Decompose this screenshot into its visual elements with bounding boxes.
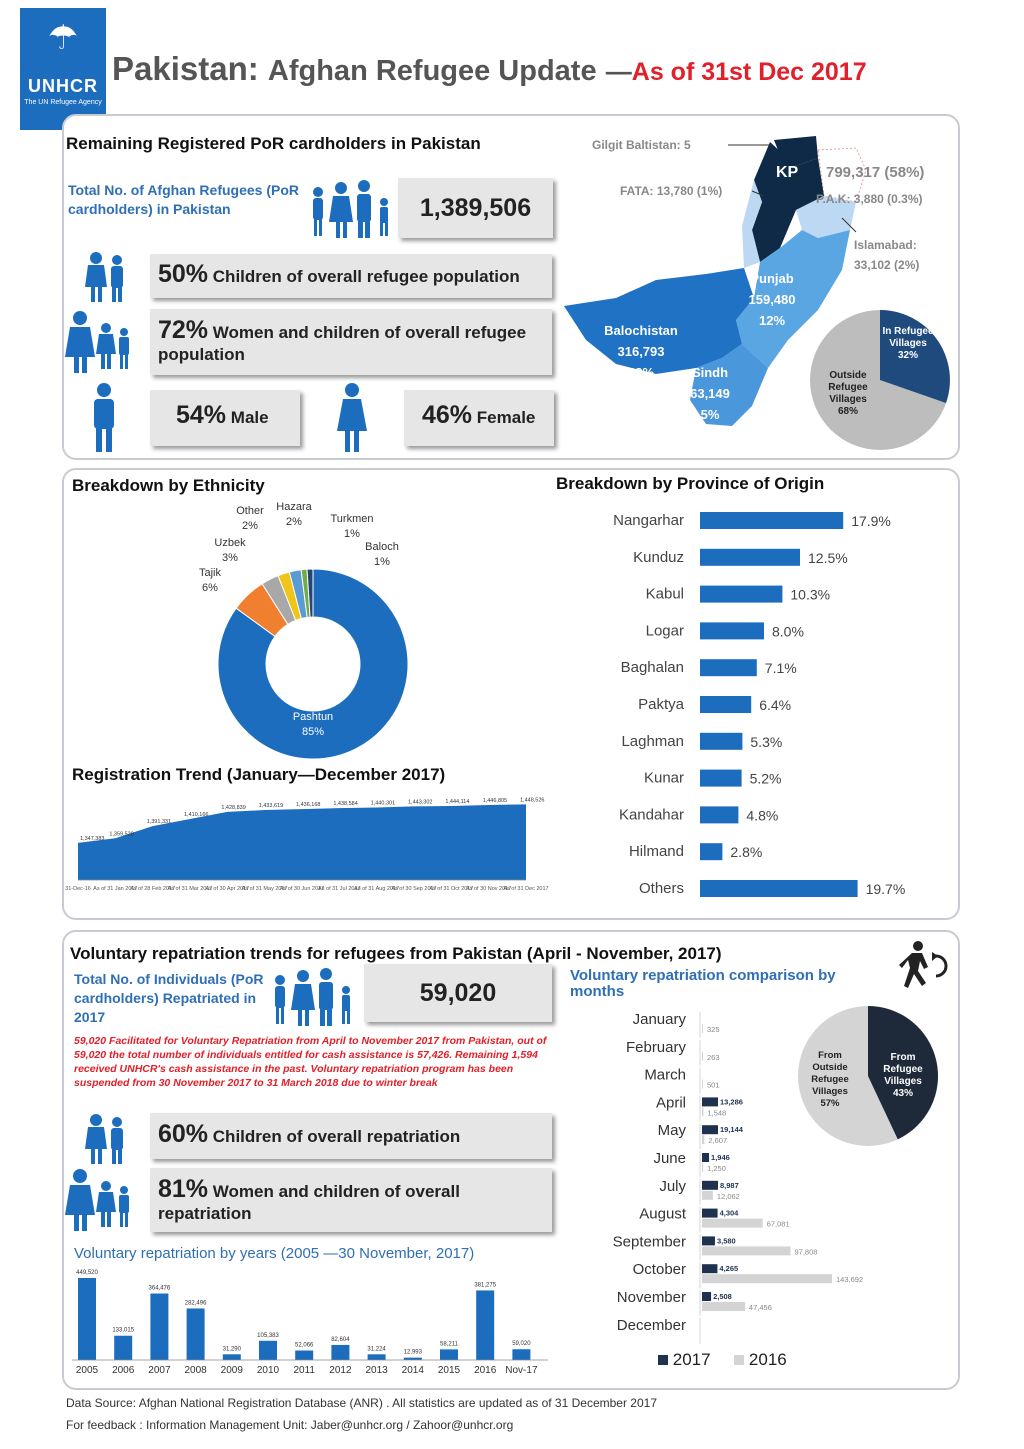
province-bar-hilmand <box>700 843 722 860</box>
male-pct: 54% <box>176 401 227 429</box>
month-value-2016-april: 1,548 <box>707 1108 727 1118</box>
ethnicity-section-title: Breakdown by Ethnicity <box>72 476 265 495</box>
ethnicity-pct-hazara: 2% <box>286 516 302 528</box>
year-value-2010: 105,383 <box>257 1332 279 1339</box>
month-value-2016-july: 12,062 <box>716 1191 740 1201</box>
province-bar-kabul <box>700 586 782 603</box>
monthly-chart-title: Voluntary repatriation comparison by months <box>570 967 836 1000</box>
year-value-2007: 364,476 <box>148 1285 171 1292</box>
year-value-2005: 449,520 <box>76 1270 98 1276</box>
years-bar-chart <box>68 1266 554 1384</box>
province-bar-baghalan <box>700 659 757 676</box>
month-value-2016-february: 263 <box>707 1052 720 1062</box>
female-pct: 46% <box>422 401 473 429</box>
trend-x-label: As of 28 Feb 2017 <box>130 886 176 892</box>
ethnicity-label-baloch: Baloch <box>365 541 399 553</box>
month-label-may: May <box>657 1122 686 1140</box>
year-label-2011: 2011 <box>293 1365 315 1376</box>
logo-name: UNHCR <box>28 76 98 96</box>
repat-total-label: Total No. of Individuals (PoR cardholders) Repatriated in 2017 <box>74 971 264 1025</box>
year-label-Nov-17: Nov-17 <box>505 1365 538 1376</box>
villages-in-pct: 32% <box>897 350 918 361</box>
ethnicity-label-pashtun: Pashtun <box>292 711 334 723</box>
trend-value-label: 1,347,383 <box>80 835 105 842</box>
legend-2017-swatch <box>658 1355 668 1365</box>
trend-value-label: 1,438,584 <box>333 801 358 808</box>
year-label-2009: 2009 <box>220 1365 243 1376</box>
trend-x-label: As of 30 Sep 2017 <box>391 886 437 892</box>
title-main: Afghan Refugee Update <box>267 55 597 87</box>
month-label-september: September <box>612 1233 686 1251</box>
monthly-legend <box>658 1350 787 1370</box>
balochistan-value: 316,793 <box>617 344 665 359</box>
repat-pie-in-pct: 43% <box>892 1088 913 1099</box>
year-value-2009: 31,290 <box>222 1346 241 1353</box>
ethnicity-label-uzbek: Uzbek <box>214 537 246 549</box>
month-value-2016-march: 501 <box>707 1080 720 1090</box>
villages-out-label <box>818 370 878 418</box>
province-value-logar: 8.0% <box>772 623 804 640</box>
month-label-june: June <box>653 1150 686 1167</box>
ethnicity-pct-other: 2% <box>242 520 258 532</box>
month-bar-2016-april <box>702 1107 703 1116</box>
trend-value-label: 1,440,301 <box>370 800 396 807</box>
map-gilgit-label: Gilgit Baltistan: 5 <box>592 138 691 152</box>
month-value-2017-may: 19,144 <box>720 1125 743 1135</box>
year-value-Nov-17: 59,020 <box>512 1341 531 1348</box>
month-label-november: November <box>616 1289 686 1306</box>
month-label-april: April <box>655 1094 686 1112</box>
ethnicity-donut-chart <box>170 498 430 760</box>
province-value-kunar: 5.2% <box>749 770 782 787</box>
villages-out-pct: 68% <box>837 406 858 417</box>
female-stat <box>404 390 554 446</box>
trend-x-label: As of 30 Apr 2017 <box>205 886 250 892</box>
map-kp-value: 799,317 (58%) <box>826 164 925 181</box>
year-label-2006: 2006 <box>112 1365 135 1376</box>
province-bar-paktya <box>700 696 751 713</box>
year-value-2012: 82,604 <box>331 1336 350 1343</box>
month-value-2016-october: 143,692 <box>836 1275 864 1285</box>
trend-x-label: As of 30 Nov 2017 <box>466 886 512 892</box>
repat-pie-out-label <box>804 1050 856 1110</box>
map-kp-name: KP <box>776 164 799 181</box>
month-label-july: July <box>659 1177 686 1195</box>
year-bar-2013 <box>368 1354 386 1360</box>
year-value-2008: 282,496 <box>184 1300 207 1307</box>
trend-area-chart <box>65 792 554 910</box>
repat-family-icon <box>268 966 356 1028</box>
province-label-kunar: Kunar <box>643 769 684 787</box>
trend-value-label: 1,436,168 <box>296 802 321 809</box>
year-label-2016: 2016 <box>474 1365 497 1376</box>
logo-tagline: The UN Refugee Agency <box>24 99 102 106</box>
year-bar-2009 <box>223 1354 241 1360</box>
month-bar-2016-march <box>702 1080 703 1089</box>
year-label-2012: 2012 <box>329 1365 352 1376</box>
month-bar-2016-may <box>702 1135 704 1144</box>
month-bar-2017-august <box>702 1209 718 1218</box>
trend-value-label: 1,444,114 <box>445 799 470 806</box>
month-value-2016-august: 67,081 <box>766 1219 790 1229</box>
month-value-2016-november: 47,456 <box>748 1303 772 1312</box>
ethnicity-pct-turkmen: 1% <box>344 528 360 540</box>
title-dash: — <box>605 56 632 86</box>
year-bar-2007 <box>150 1294 168 1360</box>
total-refugees-value: 1,389,506 <box>398 178 553 238</box>
trend-x-label: As of 31 May 2017 <box>241 886 288 892</box>
year-label-2013: 2013 <box>365 1365 388 1376</box>
repat-children-text: Children of overall repatriation <box>212 1127 461 1146</box>
villages-in-text: In Refugee Villages <box>882 326 934 349</box>
month-value-2017-july: 8,987 <box>720 1180 739 1190</box>
women-children-text: Women and children of overall refugee population <box>158 323 527 364</box>
walking-return-icon <box>896 938 956 994</box>
trend-x-label: As of 31 Mar 2017 <box>167 886 213 892</box>
ethnicity-label-tajik: Tajik <box>198 567 222 579</box>
trend-value-label: 1,410,166 <box>184 811 209 818</box>
province-value-kandahar: 4.8% <box>746 807 779 824</box>
legend-2017-label: 2017 <box>672 1350 711 1369</box>
trend-x-label: 31-Dec-16 <box>65 886 91 892</box>
map-pak-label: P.A.K: 3,880 (0.3%) <box>816 192 923 206</box>
villages-in-label <box>880 326 936 362</box>
province-bar-chart <box>560 500 940 910</box>
province-bar-laghman <box>700 733 742 750</box>
province-value-nangarhar: 17.9% <box>851 513 891 529</box>
repat-women-children-stat <box>150 1168 552 1232</box>
punjab-value: 159,480 <box>748 292 796 307</box>
year-value-2013: 31,224 <box>367 1346 386 1353</box>
trend-x-label: As of 31 Dec 2017 <box>503 886 549 892</box>
year-bar-2008 <box>187 1308 205 1360</box>
month-bar-2016-august <box>702 1219 763 1228</box>
year-label-2010: 2010 <box>256 1365 280 1376</box>
map-islamabad-label <box>854 235 919 275</box>
trend-value-label: 1,448,526 <box>520 797 545 804</box>
month-label-august: August <box>639 1205 686 1223</box>
province-bar-kunduz <box>700 549 800 566</box>
trend-value-label: 1,428,839 <box>221 804 246 811</box>
ethnicity-pct-tajik: 6% <box>202 582 218 594</box>
year-value-2015: 58,211 <box>440 1341 458 1348</box>
province-value-kunduz: 12.5% <box>808 549 848 566</box>
unhcr-logo <box>20 8 106 130</box>
map-fata-label: FATA: 13,780 (1%) <box>620 184 723 198</box>
punjab-name: Punjab <box>750 271 794 286</box>
trend-value-label: 1,443,302 <box>408 799 433 806</box>
year-bar-2010 <box>259 1341 277 1360</box>
province-label-nangarhar: Nangarhar <box>613 512 684 529</box>
trend-value-label: 1,391,331 <box>146 819 172 826</box>
province-label-logar: Logar <box>645 622 684 640</box>
map-sindh-label <box>682 362 738 425</box>
title-country: Pakistan: <box>112 50 259 87</box>
trend-value-label: 1,433,619 <box>258 803 284 810</box>
province-label-others: Others <box>638 880 684 897</box>
month-bar-2016-september <box>702 1246 790 1255</box>
province-value-laghman: 5.3% <box>750 733 783 750</box>
year-value-2016: 381,275 <box>474 1282 497 1289</box>
footer-source: Data Source: Afghan National Registration Database (ANR) . All statistics are updated as of 31 December 2017 <box>66 1396 657 1410</box>
male-text: Male <box>230 408 269 427</box>
province-value-others: 19.7% <box>865 881 906 897</box>
province-label-kandahar: Kandahar <box>618 806 684 824</box>
repat-pie-in-label <box>878 1052 928 1100</box>
ethnicity-pct-pashtun: 85% <box>301 726 325 738</box>
trend-value-label: 1,446,805 <box>482 798 508 805</box>
villages-out-text: Outside Refugee Villages <box>828 370 868 405</box>
month-label-january: January <box>632 1011 686 1028</box>
month-label-february: February <box>625 1038 686 1056</box>
month-bar-2017-may <box>702 1125 718 1134</box>
month-bar-2017-september <box>702 1236 715 1245</box>
repat-women-children-pct: 81% <box>158 1175 209 1203</box>
province-value-hilmand: 2.8% <box>730 844 763 861</box>
trend-x-label: As of 31 Jan 2017 <box>93 886 138 892</box>
province-bar-logar <box>700 622 764 639</box>
repat-pie-out-text: From Outside Refugee Villages <box>811 1050 849 1097</box>
province-label-laghman: Laghman <box>621 732 684 750</box>
trend-x-label: As of 30 Jun 2017 <box>279 886 325 892</box>
year-value-2006: 133,015 <box>112 1327 135 1334</box>
month-value-2016-january: 325 <box>707 1025 720 1034</box>
month-bar-2017-april <box>702 1097 718 1106</box>
trend-value-label: 1,359,528 <box>109 831 134 838</box>
province-label-kabul: Kabul <box>645 585 684 603</box>
title-date: As of 31st Dec 2017 <box>631 58 867 86</box>
trend-x-label: As of 31 Jul 2017 <box>318 886 361 892</box>
year-bar-2016 <box>476 1290 494 1360</box>
male-icon <box>86 382 122 454</box>
province-bar-kunar <box>700 770 742 787</box>
month-label-october: October <box>632 1261 686 1279</box>
month-value-2017-november: 2,508 <box>713 1292 732 1301</box>
map-balochistan-label <box>596 320 686 383</box>
year-bar-2012 <box>331 1345 349 1360</box>
repat-note: 59,020 Facilitated for Voluntary Repatriation from April to November 2017 from Pakistan, out of 59,020 the total number of individuals entitled for cash assistance is 57,426. Remaining 1,594 received UNHCR's cash assistance in the past. Voluntary repatriation program has been suspended from 30 November 2017 to 31 March 2018 due to winter break <box>74 1035 547 1089</box>
year-value-2011: 52,066 <box>295 1342 314 1349</box>
women-children-pct: 72% <box>158 316 209 344</box>
province-label-paktya: Paktya <box>638 696 684 713</box>
sindh-pct: 5% <box>700 407 720 422</box>
year-bar-2011 <box>295 1351 313 1360</box>
female-icon <box>334 382 370 454</box>
province-section-title: Breakdown by Province of Origin <box>556 474 825 493</box>
month-value-2017-april: 13,286 <box>720 1097 743 1107</box>
month-bar-2017-november <box>702 1292 711 1301</box>
repat-children-pct: 60% <box>158 1120 209 1148</box>
page-title <box>112 50 867 88</box>
repat-pie-in-text: From Refugee Villages <box>883 1052 923 1087</box>
islamabad-value: 33,102 (2%) <box>854 258 920 272</box>
ethnicity-pct-baloch: 1% <box>374 556 390 568</box>
punjab-pct: 12% <box>758 313 786 328</box>
balochistan-name: Balochistan <box>604 323 678 338</box>
female-text: Female <box>476 408 536 427</box>
family-icon <box>306 178 394 240</box>
province-label-baghalan: Baghalan <box>620 659 684 677</box>
month-label-december: December <box>616 1316 686 1334</box>
month-value-2017-june: 1,946 <box>711 1153 730 1162</box>
year-label-2014: 2014 <box>401 1365 424 1376</box>
year-value-2014: 12,993 <box>403 1349 422 1356</box>
month-value-2017-september: 3,580 <box>716 1236 736 1246</box>
islamabad-name: Islamabad: <box>854 238 917 252</box>
repat-pie-out-pct: 57% <box>820 1098 840 1109</box>
por-section-title: Remaining Registered PoR cardholders in Pakistan <box>66 134 481 153</box>
province-value-kabul: 10.3% <box>790 586 831 603</box>
trend-x-label: As of 31 Aug 2017 <box>354 886 400 892</box>
month-value-2016-september: 97,808 <box>794 1247 818 1257</box>
year-label-2008: 2008 <box>184 1365 207 1376</box>
year-bar-2006 <box>114 1336 132 1360</box>
month-bar-2016-february <box>702 1052 703 1061</box>
repat-women-children-text: Women and children of overall repatriation <box>158 1182 460 1223</box>
province-value-baghalan: 7.1% <box>764 660 797 677</box>
male-stat <box>150 390 300 446</box>
repat-children-icon <box>84 1112 128 1166</box>
children-text: Children of overall refugee population <box>212 267 520 286</box>
month-bar-2016-june <box>702 1163 703 1172</box>
month-bar-2016-october <box>702 1274 832 1283</box>
sindh-value: 63,149 <box>690 386 730 401</box>
women-children-icon <box>66 310 132 374</box>
total-refugees-label: Total No. of Afghan Refugees (PoR cardholders) in Pakistan <box>68 182 299 217</box>
month-bar-2017-july <box>702 1181 718 1190</box>
province-label-kunduz: Kunduz <box>633 548 684 566</box>
legend-2016-swatch <box>734 1355 744 1365</box>
province-value-paktya: 6.4% <box>759 697 792 713</box>
trend-x-label: As of 31 Oct 2017 <box>429 886 474 892</box>
children-icon <box>84 250 128 304</box>
repat-section-title: Voluntary repatriation trends for refugees from Pakistan (April - November, 2017) <box>70 944 722 963</box>
ethnicity-label-hazara: Hazara <box>276 501 312 513</box>
trend-area <box>78 804 526 880</box>
ethnicity-label-other: Other <box>236 505 264 517</box>
year-label-2015: 2015 <box>437 1365 461 1376</box>
repat-women-children-icon <box>66 1168 132 1232</box>
trend-section-title: Registration Trend (January—December 2017) <box>72 765 446 784</box>
province-label-hilmand: Hilmand <box>628 843 684 861</box>
province-bar-others <box>700 880 858 897</box>
year-label-2007: 2007 <box>148 1365 171 1376</box>
balochistan-pct: 23% <box>627 365 655 380</box>
legend-2016-label: 2016 <box>748 1350 787 1369</box>
month-label-march: March <box>644 1066 686 1084</box>
month-value-2016-may: 2,607 <box>708 1136 728 1146</box>
month-bar-2017-june <box>702 1153 709 1162</box>
year-bar-Nov-17 <box>512 1349 530 1360</box>
month-bar-2016-july <box>702 1191 713 1200</box>
month-bar-2016-november <box>702 1302 745 1311</box>
children-pct: 50% <box>158 260 209 288</box>
unhcr-emblem-icon: ☂ <box>47 19 79 57</box>
repat-total-value: 59,020 <box>364 964 552 1022</box>
footer-feedback: For feedback : Information Management Unit: Jaber@unhcr.org / Zahoor@unhcr.org <box>66 1418 514 1432</box>
month-value-2017-october: 4,265 <box>719 1264 739 1274</box>
years-chart-title: Voluntary repatriation by years (2005 —30 November, 2017) <box>74 1245 475 1262</box>
map-punjab-label <box>740 268 804 331</box>
month-value-2017-august: 4,304 <box>719 1208 739 1218</box>
province-bar-nangarhar <box>700 512 843 529</box>
sindh-name: Sindh <box>691 365 729 380</box>
province-bar-kandahar <box>700 806 738 823</box>
month-bar-2016-january <box>702 1024 703 1033</box>
repat-children-stat <box>150 1113 552 1159</box>
year-bar-2005 <box>78 1278 96 1360</box>
year-label-2005: 2005 <box>75 1365 99 1376</box>
ethnicity-label-turkmen: Turkmen <box>330 513 374 525</box>
month-bar-2017-october <box>702 1264 717 1273</box>
children-stat <box>150 254 552 298</box>
women-children-stat <box>150 309 552 375</box>
month-value-2016-june: 1,250 <box>707 1164 726 1173</box>
ethnicity-pct-uzbek: 3% <box>222 552 238 564</box>
year-bar-2015 <box>440 1349 458 1360</box>
